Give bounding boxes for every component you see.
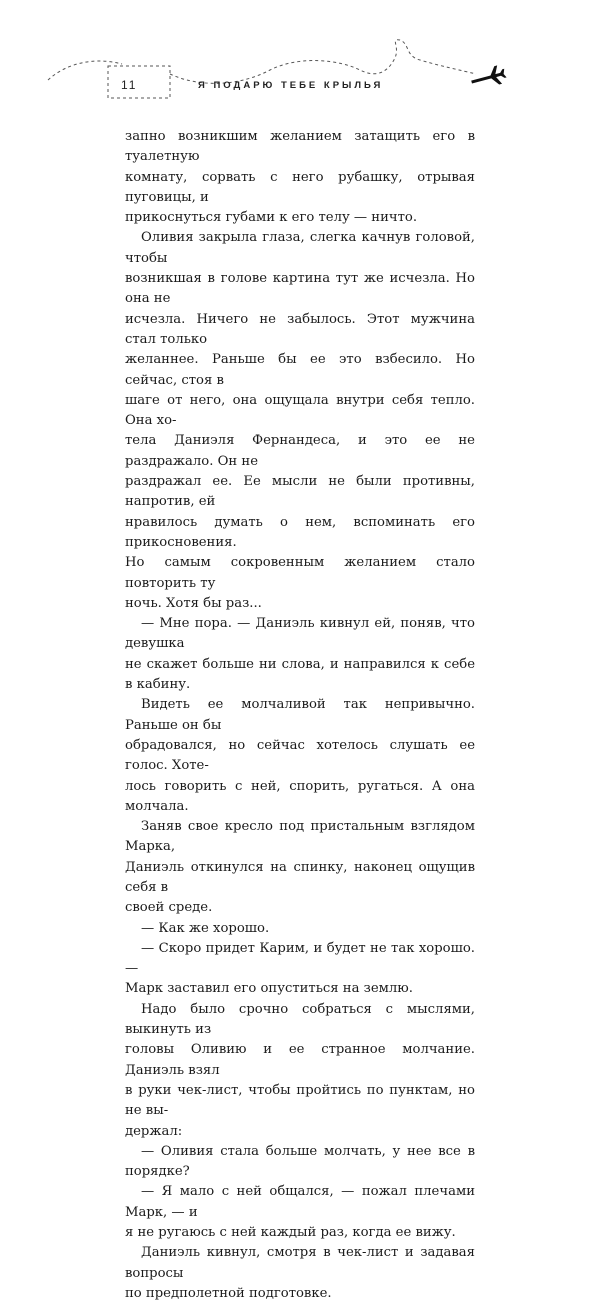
- paragraph: Оливия закрыла глаза, слегка качнув головой, чтобы возникшая в голове картина тут же исчезла. Но она не исчезла. Ничего не забылось. Этот мужчина стал только желаннее. Раньше бы ее это взбесило. Но сейчас, стоя в шаге от него, она ощущала внутри себя тепло. Она хо- тела Даниэля Фернандеса, и это ее не раздражало. Он не раздражал ее. Ее мысли не были противны, напротив, ей нравилось думать о нем, вспоминать его прикосновения. Но самым сокровенным желанием стало повторить ту ночь. Хотя бы раз...: [125, 230, 475, 611]
- running-title: Я ПОДАРЮ ТЕБЕ КРЫЛЬЯ: [198, 80, 384, 91]
- paragraph: — Мне пора. — Даниэль кивнул ей, поняв, что девушка не скажет больше ни слова, и направился к себе в кабину.: [125, 616, 475, 693]
- paragraph: Надо было срочно собраться с мыслями, выкинуть из головы Оливию и ее странное молчание. Даниэль взял в руки чек-лист, чтобы пройтись по пунктам, но не вы- держал:: [125, 1001, 475, 1139]
- paragraph: запно возникшим желанием затащить его в туалетную комнату, сорвать с него рубашку, отрывая пуговицы, и прикоснуться губами к его телу — ничто.: [125, 129, 475, 226]
- paragraph: Видеть ее молчаливой так непривычно. Раньше он бы обрадовался, но сейчас хотелось слушать ее голос. Хоте- лось говорить с ней, спорить, ругаться. А она молчала.: [125, 697, 475, 814]
- paragraph: — Оливия стала больше молчать, у нее все в порядке?: [125, 1143, 475, 1180]
- paragraph: Заняв свое кресло под пристальным взглядом Марка, Даниэль откинулся на спинку, наконец ощущив себя в своей среде.: [125, 819, 475, 916]
- page-number-box: [108, 66, 170, 98]
- flight-path-decoration: [0, 0, 600, 130]
- dashed-flight-path: [48, 40, 476, 84]
- paragraph: Даниэль кивнул, смотря в чек-лист и задавая вопросы по предполетной подготовке.: [125, 1245, 475, 1301]
- airplane-icon: [469, 64, 508, 91]
- body-text: [125, 127, 475, 1304]
- paragraph: — Скоро придет Карим, и будет не так хорошо. — Марк заставил его опуститься на землю.: [125, 940, 475, 997]
- paragraph: — Как же хорошо.: [141, 920, 270, 936]
- page-number: 11: [121, 78, 138, 92]
- paragraph: — Я мало с ней общался, — пожал плечами Марк, — и я не ругаюсь с ней каждый раз, когда ее вижу.: [125, 1184, 475, 1241]
